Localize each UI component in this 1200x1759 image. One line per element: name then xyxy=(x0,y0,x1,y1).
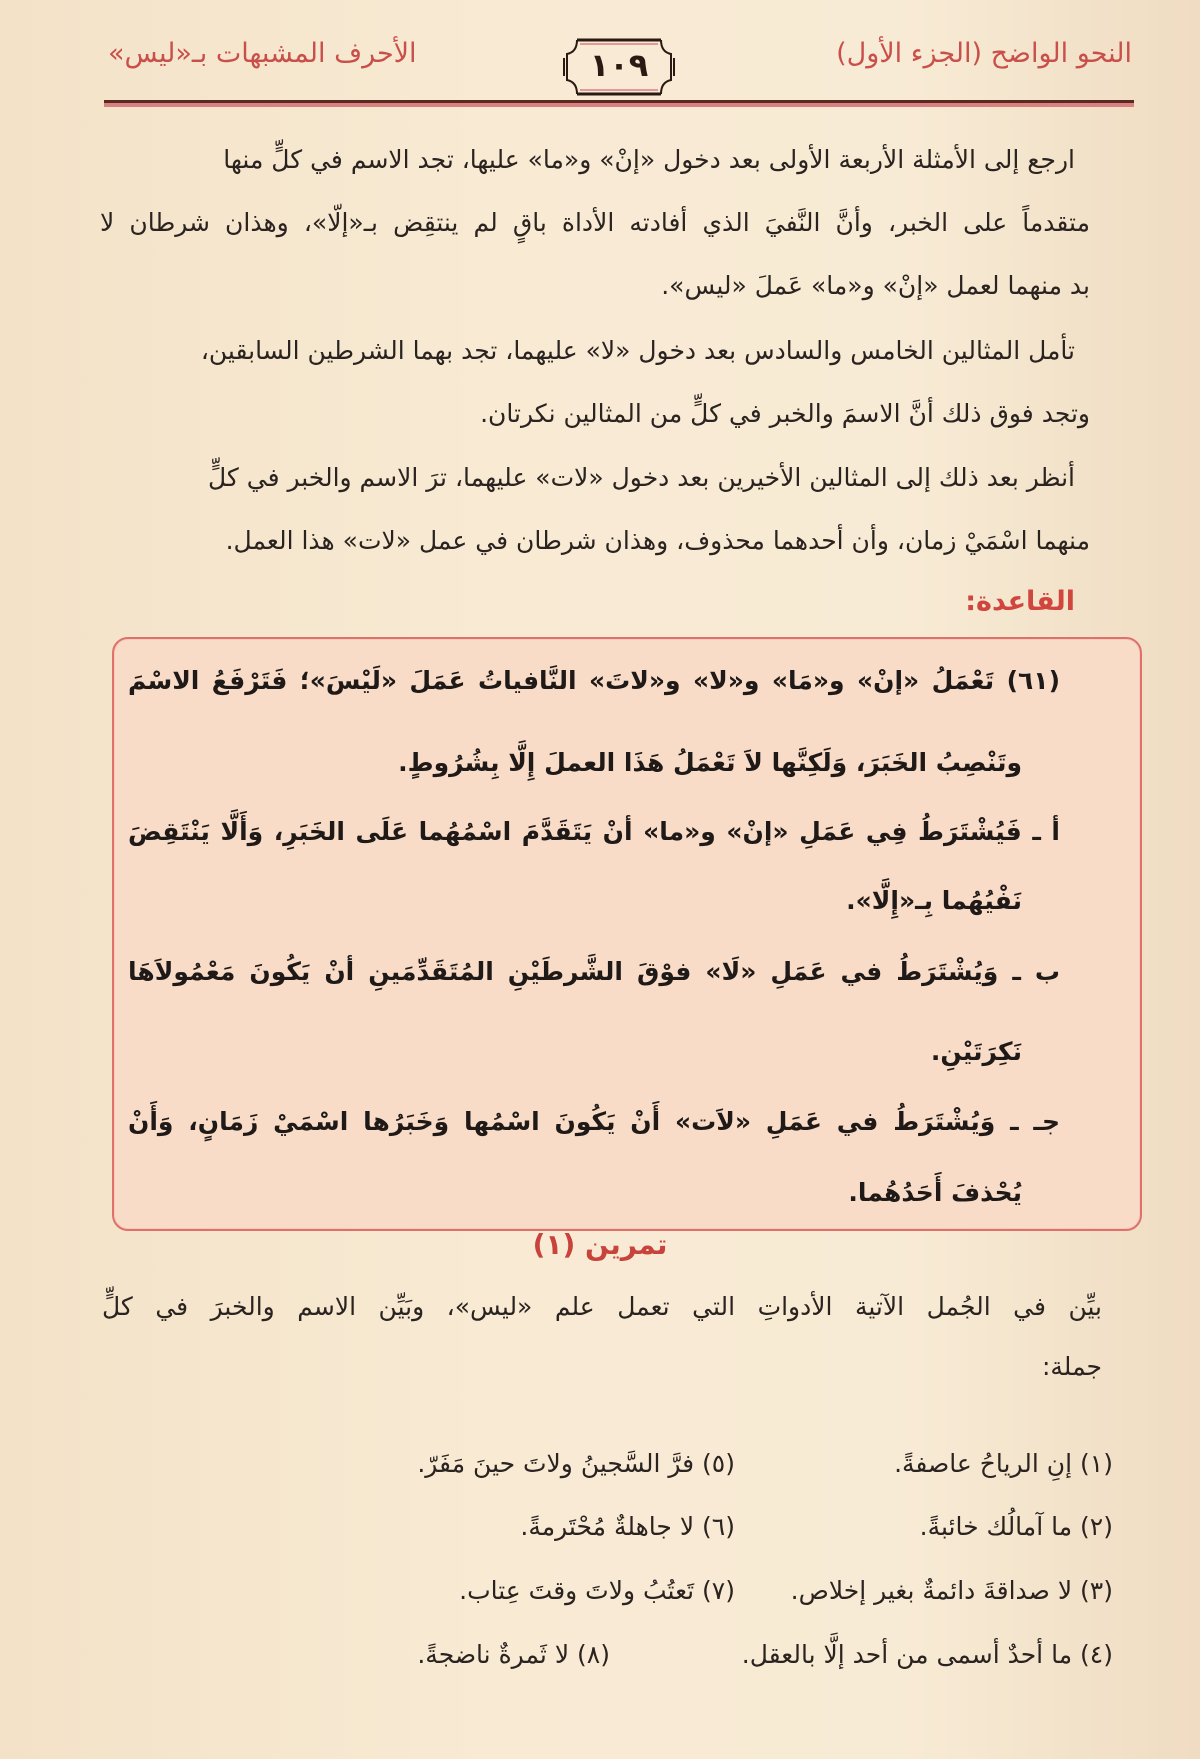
exercise-item: (٢) ما آمالُك خائبةً. xyxy=(919,1512,1113,1541)
exercise-item: (٨) لا ثَمرةٌ ناضجةً. xyxy=(417,1640,610,1669)
chapter-title: الأحرف المشبهات بـ«ليس» xyxy=(108,38,417,69)
exercise-instruction: بيِّن في الجُمل الآتية الأدواتِ التي تعمل علم «ليس»، وبَيِّن الاسم والخبرَ في كلٍّ xyxy=(102,1292,1102,1321)
rule-heading: القاعدة: xyxy=(965,586,1075,617)
exercise-item: (٥) فرَّ السَّجينُ ولاتَ حينَ مَفَرّ. xyxy=(417,1449,735,1478)
exercise-item: (٤) ما أحدٌ أسمى من أحد إلَّا بالعقل. xyxy=(741,1640,1113,1669)
page-number-frame xyxy=(563,36,675,98)
paragraph-line: بد منهما لعمل «إنْ» و«ما» عَملَ «ليس». xyxy=(661,271,1090,300)
book-title: النحو الواضح (الجزء الأول) xyxy=(836,38,1132,69)
paragraph-line: أنظر بعد ذلك إلى المثالين الأخيرين بعد دخول «لات» عليهما، ترَ الاسم والخبر في كلٍّ xyxy=(207,463,1075,492)
header-rule-accent xyxy=(104,103,1134,107)
page-number: ١٠٩ xyxy=(589,46,649,84)
rule-line: نَفْيُهُما بِـ«إِلَّا». xyxy=(846,886,1022,915)
rule-line: أ ـ فَيُشْتَرَطُ فِي عَمَلِ «إنْ» و«ما» أنْ يَتَقَدَّمَ اسْمُهُما عَلَى الخَبَرِ، وَأَلَّا يَنْتَقِضَ xyxy=(128,817,1060,846)
rule-box xyxy=(112,637,1142,1231)
exercise-title: تمرين (١) xyxy=(532,1228,668,1261)
rule-line: ب ـ وَيُشْتَرَطُ في عَمَلِ «لَا» فوْقَ الشَّرطَيْنِ المُتَقَدِّمَينِ أنْ يَكُونَ مَعْمُولاَهَا xyxy=(128,957,1060,986)
exercise-item: (٦) لا جاهلةٌ مُحْتَرمةً. xyxy=(520,1512,735,1541)
paragraph-line: منهما اسْمَيْ زمان، وأن أحدهما محذوف، وهذان شرطان في عمل «لات» هذا العمل. xyxy=(225,526,1090,555)
paragraph-line: تأمل المثالين الخامس والسادس بعد دخول «لا» عليهما، تجد بهما الشرطين السابقين، xyxy=(200,336,1075,365)
exercise-item: (٣) لا صداقةَ دائمةٌ بغير إخلاص. xyxy=(790,1576,1113,1605)
rule-line: (٦١) تَعْمَلُ «إنْ» و«مَا» و«لا» و«لاتَ» النَّافياتُ عَمَلَ «لَيْسَ»؛ فَتَرْفَعُ الاسْمَ xyxy=(128,666,1060,695)
rule-line: جـ ـ وَيُشْتَرَطُ في عَمَلِ «لاَت» أَنْ يَكُونَ اسْمُها وَخَبَرُها اسْمَيْ زَمَانٍ، وَأَنْ xyxy=(128,1107,1060,1136)
paragraph-line: متقدماً على الخبر، وأنَّ النَّفيَ الذي أفادته الأداة باقٍ لم ينتقِض بـ«إلّا»، وهذان شرطان لا xyxy=(100,208,1090,237)
paragraph-line: ارجع إلى الأمثلة الأربعة الأولى بعد دخول «إنْ» و«ما» عليها، تجد الاسم في كلٍّ منها xyxy=(223,145,1075,174)
exercise-item: (١) إنِ الرياحُ عاصفةً. xyxy=(894,1449,1113,1478)
rule-line: نَكِرَتَيْنِ. xyxy=(930,1037,1022,1066)
paragraph-line: وتجد فوق ذلك أنَّ الاسمَ والخبر في كلٍّ من المثالين نكرتان. xyxy=(480,399,1090,428)
rule-line: وتَنْصِبُ الخَبَرَ، وَلَكِنَّها لاَ تَعْمَلُ هَذَا العملَ إِلَّا بِشُرُوطٍ. xyxy=(398,748,1022,777)
exercise-instruction: جملة: xyxy=(1041,1352,1102,1381)
exercise-item: (٧) تَعتُبُ ولاتَ وقتَ عِتاب. xyxy=(459,1576,735,1605)
rule-line: يُحْذفَ أَحَدُهُما. xyxy=(848,1178,1022,1207)
